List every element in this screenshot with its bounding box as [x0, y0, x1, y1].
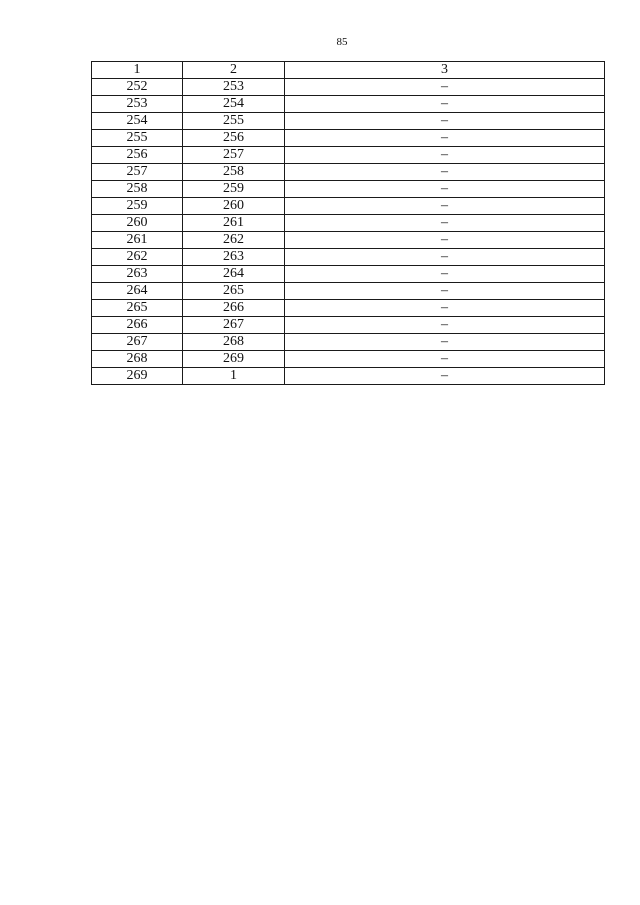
table-row — [92, 334, 605, 351]
column-header-2: 2 — [183, 62, 285, 79]
table-row — [92, 249, 605, 266]
table-cell-col-3: – — [285, 283, 605, 300]
table-cell-col-1: 253 — [92, 96, 183, 113]
table-cell-col-1: 265 — [92, 300, 183, 317]
table-body — [92, 79, 605, 385]
table-cell-col-1: 267 — [92, 334, 183, 351]
table-cell-col-2: 255 — [183, 113, 285, 130]
table-row — [92, 198, 605, 215]
table-row — [92, 79, 605, 96]
table-cell-col-3: – — [285, 266, 605, 283]
table-row — [92, 300, 605, 317]
table-row — [92, 181, 605, 198]
table-cell-col-2: 253 — [183, 79, 285, 96]
table-cell-col-3: – — [285, 368, 605, 385]
table-row — [92, 351, 605, 368]
table-cell-col-1: 261 — [92, 232, 183, 249]
table-cell-col-2: 260 — [183, 198, 285, 215]
table-cell-col-3: – — [285, 232, 605, 249]
table-cell-col-1: 258 — [92, 181, 183, 198]
table-cell-col-2: 257 — [183, 147, 285, 164]
table-cell-col-2: 265 — [183, 283, 285, 300]
table-cell-col-2: 269 — [183, 351, 285, 368]
column-header-3: 3 — [285, 62, 605, 79]
table-cell-col-1: 256 — [92, 147, 183, 164]
table-row — [92, 96, 605, 113]
table-cell-col-3: – — [285, 351, 605, 368]
table-cell-col-3: – — [285, 334, 605, 351]
table-cell-col-3: – — [285, 113, 605, 130]
table-row — [92, 147, 605, 164]
table-row — [92, 368, 605, 385]
table-cell-col-2: 264 — [183, 266, 285, 283]
column-header-1: 1 — [92, 62, 183, 79]
table-cell-col-1: 269 — [92, 368, 183, 385]
table-cell-col-1: 268 — [92, 351, 183, 368]
table-cell-col-3: – — [285, 79, 605, 96]
table-row — [92, 283, 605, 300]
table-row — [92, 164, 605, 181]
table-row — [92, 317, 605, 334]
table-cell-col-3: – — [285, 130, 605, 147]
table-cell-col-2: 259 — [183, 181, 285, 198]
table-cell-col-2: 261 — [183, 215, 285, 232]
table-cell-col-1: 255 — [92, 130, 183, 147]
table-cell-col-2: 267 — [183, 317, 285, 334]
table-cell-col-1: 257 — [92, 164, 183, 181]
table-cell-col-2: 263 — [183, 249, 285, 266]
table-cell-col-1: 260 — [92, 215, 183, 232]
table-cell-col-3: – — [285, 317, 605, 334]
table-cell-col-2: 262 — [183, 232, 285, 249]
table-cell-col-3: – — [285, 249, 605, 266]
table-cell-col-1: 266 — [92, 317, 183, 334]
table-cell-col-3: – — [285, 147, 605, 164]
table-row — [92, 130, 605, 147]
table-cell-col-1: 259 — [92, 198, 183, 215]
table-cell-col-1: 264 — [92, 283, 183, 300]
table-cell-col-2: 254 — [183, 96, 285, 113]
table-cell-col-1: 263 — [92, 266, 183, 283]
table-row — [92, 266, 605, 283]
table-cell-col-3: – — [285, 181, 605, 198]
page-number: 85 — [336, 36, 348, 48]
table-cell-col-3: – — [285, 164, 605, 181]
table-cell-col-3: – — [285, 300, 605, 317]
data-table — [91, 61, 605, 385]
table-cell-col-3: – — [285, 96, 605, 113]
table-row — [92, 215, 605, 232]
table-cell-col-2: 266 — [183, 300, 285, 317]
table-cell-col-1: 262 — [92, 249, 183, 266]
table-cell-col-3: – — [285, 215, 605, 232]
table-cell-col-2: 1 — [183, 368, 285, 385]
table-cell-col-3: – — [285, 198, 605, 215]
table-cell-col-1: 254 — [92, 113, 183, 130]
table-cell-col-2: 256 — [183, 130, 285, 147]
table-header-row — [92, 62, 605, 79]
table-cell-col-2: 258 — [183, 164, 285, 181]
table-row — [92, 113, 605, 130]
table-cell-col-2: 268 — [183, 334, 285, 351]
table-cell-col-1: 252 — [92, 79, 183, 96]
table-row — [92, 232, 605, 249]
